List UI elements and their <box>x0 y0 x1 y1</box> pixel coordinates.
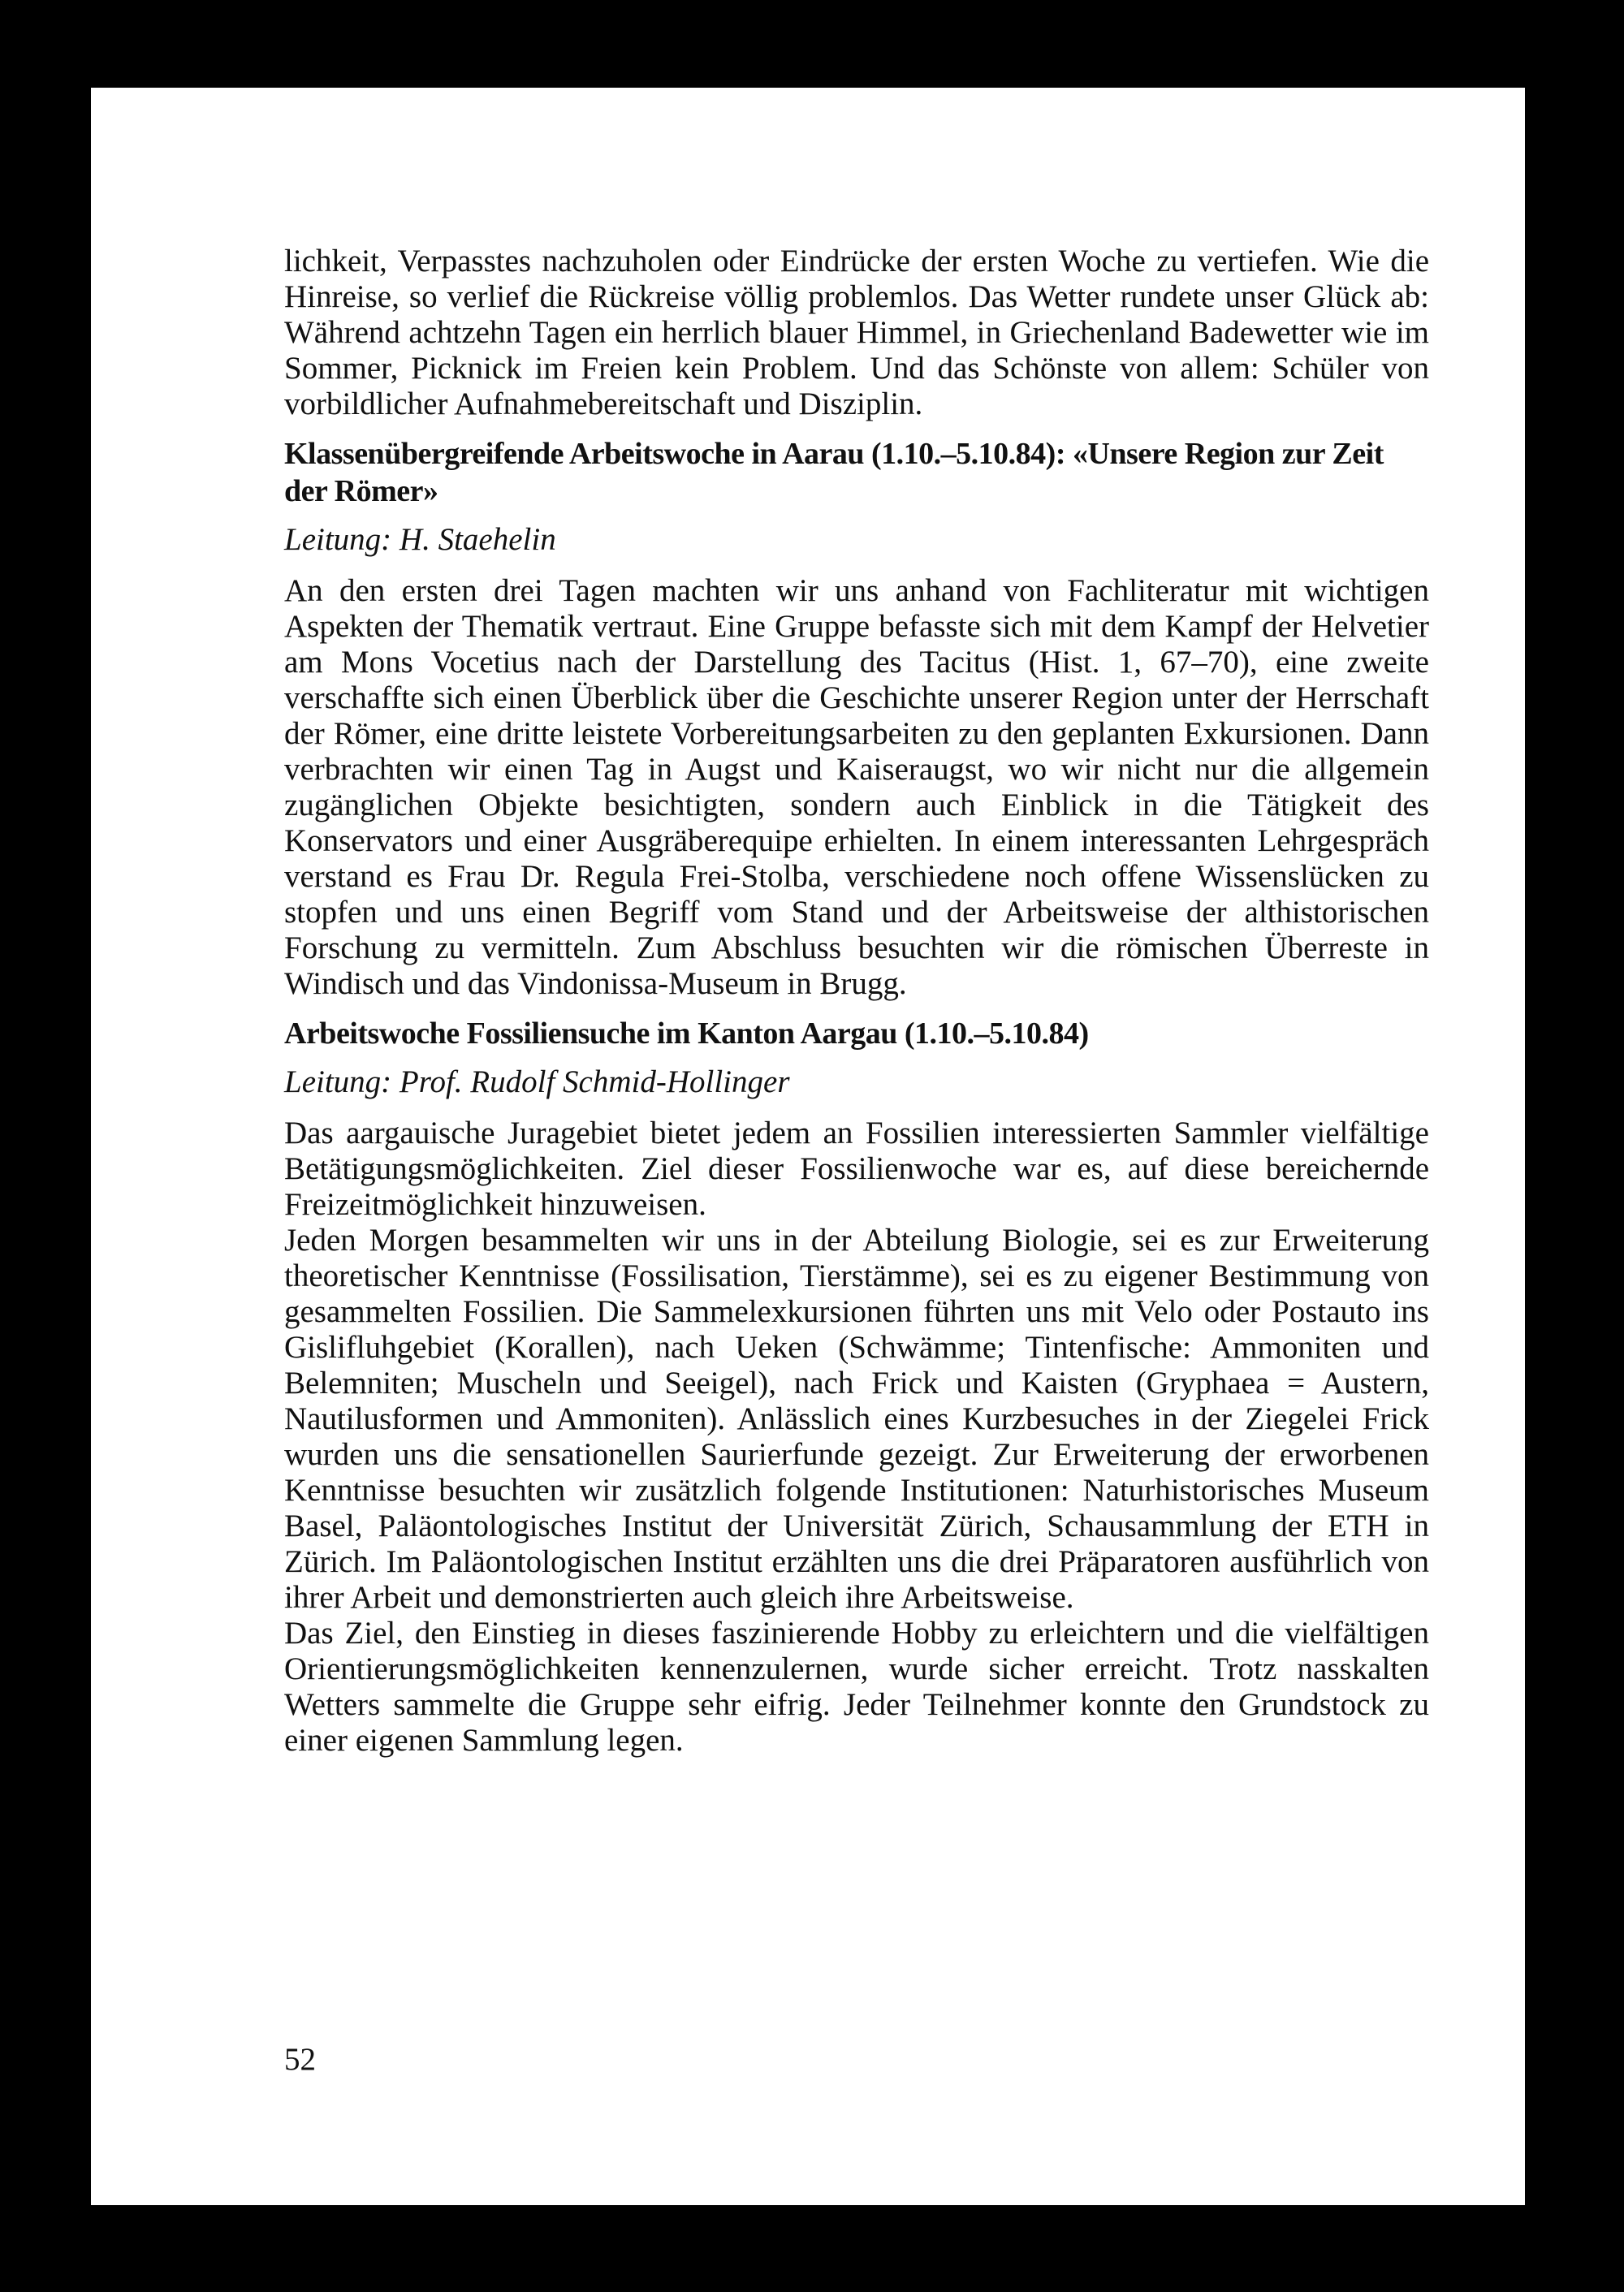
section-leader-roemer: Leitung: H. Staehelin <box>284 522 556 557</box>
section-paragraph-fossilien-2: Jeden Morgen besammelten wir uns in der Abteilung Biologie, sei es zur Erweiterung theoretischer Kenntnisse (Fossilisation, Tierstämme), sei es zu eigener Bestimmung von gesammelten Fossilien. Die Sammelexkursionen führten uns mit Velo oder Postauto ins Gislifluhgebiet (Korallen), nach Ueken (Schwämme; Tintenfische: Ammoniten und Belemniten; Muscheln und Seeigel), nach Frick und Kaisten (Gryphaea = Austern, Nautilusformen und Ammoniten). Anlässlich eines Kurzbesuches in der Ziegelei Frick wurden uns die sensationellen Saurierfunde gezeigt. Zur Erweiterung der erworbenen Kenntnisse besuchten wir zusätzlich folgende Institutionen: Naturhistorisches Museum Basel, Paläontologisches Institut der Universität Zürich, Schausammlung der ETH in Zürich. Im Paläontologischen Institut erzählten uns die drei Präparatoren ausführlich von ihrer Arbeit und demonstrierten auch gleich ihre Arbeitsweise. <box>284 1223 1429 1615</box>
page-content <box>284 244 1429 1759</box>
intro-paragraph: lichkeit, Verpasstes nachzuholen oder Eindrücke der ersten Woche zu vertiefen. Wie die Hinreise, so verlief die Rückreise völlig problemlos. Das Wetter rundete unser Glück ab: Während achtzehn Tagen ein herrlich blauer Himmel, in Griechenland Badewetter wie im Sommer, Picknick im Freien kein Problem. Und das Schönste von allem: Schüler von vorbildlicher Aufnahmebereitschaft und Disziplin. <box>284 244 1429 421</box>
section-paragraph-fossilien-1: Das aargauische Juragebiet bietet jedem an Fossilien interessierten Sammler vielfältige Betätigungsmöglichkeiten. Ziel dieser Fossilienwoche war es, auf diese bereichernde Freizeitmöglichkeit hinzuweisen. <box>284 1116 1429 1222</box>
document-page <box>91 88 1525 2205</box>
section-leader-fossilien: Leitung: Prof. Rudolf Schmid-Hollinger <box>284 1064 790 1099</box>
section-heading-fossilien: Arbeitswoche Fossiliensuche im Kanton Aargau (1.10.–5.10.84) <box>284 1017 1089 1051</box>
section-paragraph-roemer: An den ersten drei Tagen machten wir uns anhand von Fachliteratur mit wichtigen Aspekten der Thematik vertraut. Eine Gruppe befasste sich mit dem Kampf der Helvetier am Mons Vocetius nach der Darstellung des Tacitus (Hist. 1, 67–70), eine zweite verschaffte sich einen Überblick über die Geschichte unserer Region unter der Herrschaft der Römer, eine dritte leistete Vorbereitungsarbeiten zu den geplanten Exkursionen. Dann verbrachten wir einen Tag in Augst und Kaiseraugst, wo wir nicht nur die allgemein zugänglichen Objekte besichtigten, sondern auch Einblick in die Tätigkeit des Konservators und einer Ausgräberequipe erhielten. In einem interessanten Lehrgespräch verstand es Frau Dr. Regula Frei-Stolba, verschiedene noch offene Wissenslücken zu stopfen und uns einen Begriff vom Stand und der Arbeitsweise der althistorischen Forschung zu vermitteln. Zum Abschluss besuchten wir die römischen Überreste in Windisch und das Vindonissa-Museum in Brugg. <box>284 573 1429 1001</box>
section-paragraph-fossilien-3: Das Ziel, den Einstieg in dieses faszinierende Hobby zu erleichtern und die vielfältigen Orientierungsmöglichkeiten kennenzulernen, wurde sicher erreicht. Trotz nasskalten Wetters sammelte die Gruppe sehr eifrig. Jeder Teilnehmer konnte den Grundstock zu einer eigenen Sammlung legen. <box>284 1616 1429 1758</box>
section-heading-roemer: Klassenübergreifende Arbeitswoche in Aarau (1.10.–5.10.84): «Unsere Region zur Zeit der Römer» <box>284 437 1384 508</box>
page-number: 52 <box>284 2042 316 2077</box>
